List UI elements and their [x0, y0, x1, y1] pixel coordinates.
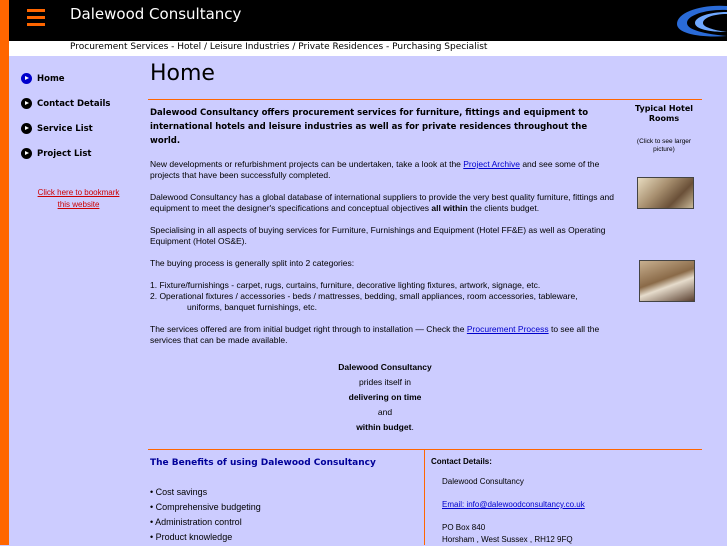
divider-bottom: [148, 449, 702, 450]
menu-icon[interactable]: [27, 9, 45, 29]
text: New developments or refurbishment projects can be undertaken, take a look at the: [150, 159, 464, 169]
paragraph-database: [150, 192, 620, 214]
category-list-item-2-cont: uniforms, banquet furnishings, etc.: [187, 302, 317, 312]
contact-block: [442, 476, 585, 546]
nav-item-service-list[interactable]: [21, 116, 111, 141]
hotel-room-thumbnail-2[interactable]: [639, 260, 695, 302]
procurement-process-link[interactable]: Procurement Process: [466, 324, 549, 334]
nav-item-home[interactable]: [21, 66, 111, 91]
intro-text: Dalewood Consultancy offers procurement services for furniture, fittings and equipment to international hotels and leisure industries as well as for private residences throughout the world.: [150, 108, 589, 146]
divider-vertical: [424, 450, 425, 545]
slogan-line-2: prides itself in: [359, 377, 411, 387]
list-item: • Comprehensive budgeting: [150, 502, 261, 512]
benefits-list: [150, 485, 261, 545]
text: .: [411, 422, 414, 432]
tagline: Procurement Services - Hotel / Leisure Industries / Private Residences - Purchasing Specialist: [70, 42, 488, 52]
contact-town: Horsham , West Sussex , RH12 9FQ: [442, 535, 573, 544]
paragraph-projects: [150, 159, 620, 181]
category-list-item-1: 1. Fixture/furnishings - carpet, rugs, curtains, furniture, decorative lighting fixtures, artwork, signage, etc.: [150, 280, 541, 290]
text: Dalewood Consultancy has a global database of international suppliers to provide the very best quality furniture, fittings and equipment to meet the designer's specifications and conceptual objectives: [150, 192, 615, 213]
hotel-room-thumbnail-1[interactable]: [637, 177, 694, 209]
text: the clients budget.: [467, 203, 540, 213]
bookmark-line-2: this website: [57, 200, 100, 209]
nav-label: Project List: [37, 148, 92, 159]
play-bullet-icon: [21, 73, 32, 84]
text: The services offered are from initial budget right through to installation — Check the: [150, 324, 467, 334]
bold-text: all within: [431, 203, 468, 213]
tagline-bar: [9, 41, 727, 56]
bold-text: within budget: [356, 422, 412, 432]
category-list-item-2: 2. Operational fixtures / accessories - beds / mattresses, bedding, small appliances, room accessories, tableware,: [150, 291, 578, 301]
play-bullet-icon: [21, 98, 32, 109]
paragraph-categories: The buying process is generally split into 2 categories:: [150, 258, 355, 268]
benefits-title: The Benefits of using Dalewood Consultancy: [150, 458, 376, 468]
play-bullet-icon: [21, 148, 32, 159]
aside-note: (Click to see larger picture): [636, 138, 692, 153]
site-title: Dalewood Consultancy: [70, 5, 242, 23]
text: to see all the services that can be made available.: [150, 324, 600, 345]
slogan-line-5: [150, 420, 620, 435]
nav-label: Home: [37, 73, 65, 84]
divider-top: [148, 99, 702, 100]
swoosh-logo-icon: [647, 2, 727, 40]
list-item: • Product knowledge: [150, 532, 233, 542]
paragraph-services: [150, 324, 620, 346]
contact-po-box: PO Box 840: [442, 523, 486, 532]
play-bullet-icon: [21, 123, 32, 134]
nav-label: Service List: [37, 123, 93, 134]
nav-item-contact-details[interactable]: [21, 91, 111, 116]
orange-side-strip: [0, 0, 9, 545]
page-title: Home: [150, 61, 215, 86]
nav-label: Contact Details: [37, 98, 111, 109]
slogan-line-3: delivering on time: [348, 392, 422, 402]
slogan-line-4: and: [377, 407, 393, 417]
header: [9, 0, 727, 41]
sidebar-nav: [21, 66, 111, 166]
contact-name: Dalewood Consultancy: [442, 477, 524, 486]
bookmark-line-1: Click here to bookmark: [37, 188, 120, 197]
slogan-block: [150, 360, 620, 435]
list-item: • Cost savings: [150, 487, 208, 497]
contact-title: Contact Details:: [431, 457, 492, 466]
list-item: • Administration control: [150, 517, 242, 527]
project-archive-link[interactable]: Project Archive: [463, 159, 520, 169]
slogan-line-1: Dalewood Consultancy: [338, 362, 432, 372]
nav-item-project-list[interactable]: [21, 141, 111, 166]
aside-title: Typical Hotel Rooms: [634, 104, 694, 123]
email-link[interactable]: Email: info@dalewoodconsultancy.co.uk: [442, 500, 585, 509]
paragraph-specialising: Specialising in all aspects of buying services for Furniture, Furnishings and Equipment (Hotel FF&E) as well as Operating Equipment (Hotel OS&E).: [150, 225, 606, 246]
text: and see some of the projects that have been successfully completed.: [150, 159, 600, 180]
main-content: [150, 106, 620, 435]
bookmark-link[interactable]: [31, 187, 126, 211]
